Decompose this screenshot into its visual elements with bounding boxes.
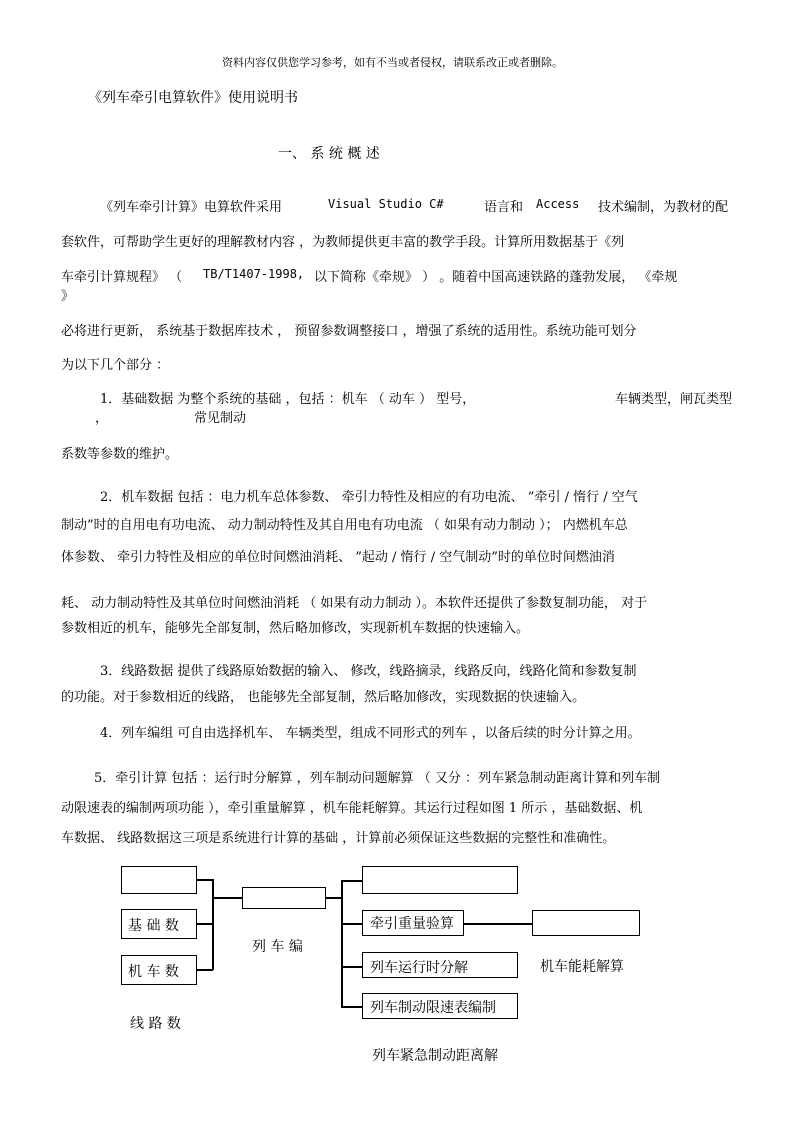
connector-r1 — [341, 880, 363, 882]
para1-line4: 必将进行更新， 系统基于数据库技术 ， 预留参数调整接口 ，增强了系统的适用性。系统功能可划分 — [61, 324, 637, 339]
connector-left-vertical — [212, 879, 214, 970]
para1-line1d: Access — [536, 197, 580, 211]
item2-line4: 耗、 动力制动特性及其单位时间燃油消耗 （ 如果有动力制动 ）。本软件还提供了参数复制功能， 对于 — [61, 596, 648, 611]
connector-r4 — [341, 1006, 363, 1008]
para1-line1a: 《列车牵引计算》电算软件采用 — [100, 200, 283, 215]
item2-line3: 体参数、 牵引力特性及相应的单位时间燃油消耗、 ”起动 / 惰行 / 空气制动”时的单位时间燃油消 — [61, 550, 615, 565]
connector-loco — [197, 969, 213, 971]
speed-table-label: 列车制动限速表编制 — [370, 1000, 496, 1016]
connector-to-train — [212, 897, 242, 899]
header-disclaimer: 资料内容仅供您学习参考，如有不当或者侵权，请联系改正或者删除。 — [222, 56, 563, 69]
item5-line1: 5．牵引计算 包括 ：运行时分解算 ，列车制动问题解算 （ 又分 ：列车紧急制动距离计算和列车制 — [94, 771, 661, 786]
item1-text-e: 系数等参数的维护。 — [61, 447, 179, 462]
section-title: 一、 系 统 概 述 — [278, 146, 380, 162]
item1-text-d: 常见制动 — [194, 411, 247, 426]
para1-line1e: 技术编制，为教材的配 — [598, 200, 729, 215]
traction-check-label: 牵引重量验算 — [370, 916, 454, 932]
para1-line3d: 》 — [61, 289, 75, 304]
item5-line2: 动限速表的编制两项功能 ），牵引重量解算 ，机车能耗解算。其运行过程如图 1 所示 ，基础数据、机 — [61, 801, 643, 816]
item1-text-c: ， — [95, 411, 109, 426]
para1-line1b: Visual Studio C# — [328, 197, 444, 211]
line-data-label: 线 路 数 — [130, 1016, 181, 1032]
para1-line3b: TB/T1407-1998, — [203, 267, 305, 281]
para1-line3c: 以下简称《牵规》 ） 。随着中国高速铁路的蓬勃发展， 《牵规 — [314, 270, 678, 285]
connector-r2 — [341, 923, 363, 925]
energy-label: 机车能耗解算 — [540, 959, 624, 975]
basic-data-label: 基 础 数 — [128, 918, 179, 934]
item2-line2: 制动”时的自用电有功电流、 动力制动特性及其自用电有功电流 （ 如果有动力制动 ）； 内燃机车总 — [61, 518, 628, 533]
connector-right-vertical — [341, 880, 343, 1007]
para1-line1c: 语言和 — [484, 200, 524, 215]
connector-top-left — [197, 879, 213, 881]
item5-line3: 车数据、 线路数据这三项是系统进行计算的基础 ，计算前必须保证这些数据的完整性和准确性。 — [61, 831, 616, 846]
para1-line2: 套软件，可帮助学生更好的理解教材内容 ，为教师提供更丰富的教学手段。计算所用数据基于《列 — [61, 235, 625, 250]
connector-basic — [197, 923, 213, 925]
item3-line1: 3．线路数据 提供了线路原始数据的输入、 修改，线路摘录，线路反向，线路化简和参数复制 — [100, 664, 637, 679]
item1-text-b: 车辆类型，闸瓦类型 — [615, 392, 733, 407]
item1-text-a: 1．基础数据 为整个系统的基础 ，包括 ：机车 （ 动车 ） 型号， — [100, 392, 476, 407]
emergency-label: 列车紧急制动距离解 — [372, 1048, 498, 1064]
loco-data-label: 机 车 数 — [128, 964, 179, 980]
runtime-label: 列车运行时分解 — [370, 960, 468, 976]
empty-box-top-left — [121, 866, 197, 894]
item2-line5: 参数相近的机车，能够先全部复制，然后略加修改，实现新机车数据的快速输入。 — [61, 621, 530, 636]
empty-box-top-right — [362, 866, 518, 894]
para1-line5: 为以下几个部分 ： — [61, 358, 170, 373]
document-title: 《列车牵引电算软件》使用说明书 — [88, 90, 298, 106]
train-consist-label: 列 车 编 — [252, 939, 303, 955]
item4-text: 4．列车编组 可自由选择机车、 车辆类型，组成不同形式的列车 ，以备后续的时分计算之用。 — [100, 726, 641, 741]
para1-line3a: 车牵引计算规程》 （ — [61, 270, 183, 285]
connector-r3 — [341, 966, 363, 968]
item2-line1: 2．机车数据 包括 ：电力机车总体参数、 牵引力特性及相应的有功电流、 ”牵引 / 惰行 / 空气 — [100, 490, 638, 505]
energy-box — [532, 910, 640, 936]
item3-line2: 的功能。对于参数相近的线路， 也能够先全部复制，然后略加修改，实现数据的快速输入。 — [61, 690, 586, 705]
train-consist-box — [242, 887, 326, 909]
connector-to-energy — [464, 923, 532, 925]
connector-from-train — [326, 897, 342, 899]
